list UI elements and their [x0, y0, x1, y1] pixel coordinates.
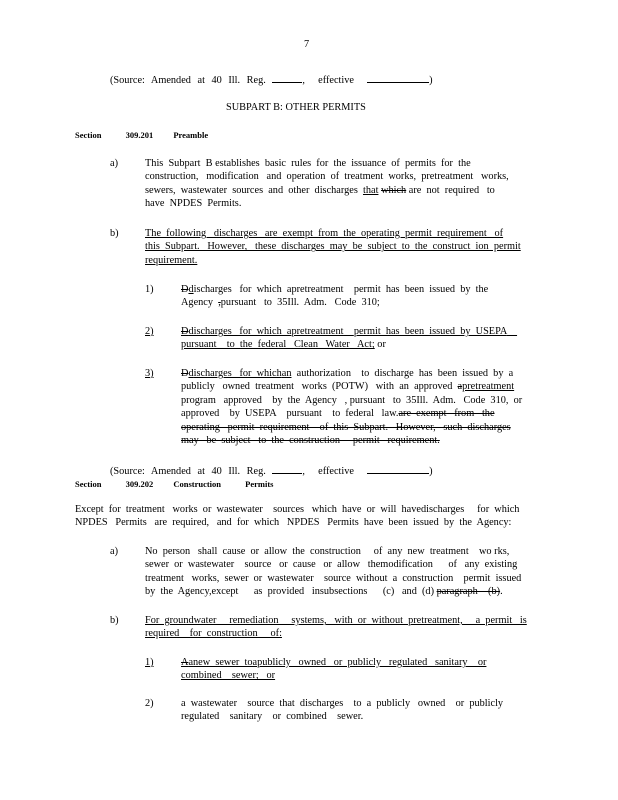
- para-b2-label: b): [110, 615, 119, 626]
- text-line: sewer or wastewater source or cause or allow themodification of any existing: [145, 559, 518, 571]
- section-label: Section: [75, 479, 102, 489]
- inserted-line: required for construction of:: [145, 628, 282, 640]
- deleted-line: may be subject to the construction permit requirement.: [181, 434, 440, 446]
- text-span: authorization to discharge has been issued by a: [296, 368, 514, 379]
- deleted-text: A: [181, 657, 189, 668]
- page-number: 7: [304, 39, 310, 50]
- text-span: publicly owned or publicly regulated sanitary or: [257, 657, 487, 668]
- item-b1-text: [181, 283, 521, 310]
- inserted-line: combined sewer; or: [181, 670, 276, 682]
- blank-field: [272, 464, 302, 474]
- source-close: ): [429, 466, 433, 477]
- section-202-intro: [75, 503, 545, 530]
- item-b1-label: 1): [145, 284, 154, 295]
- inserted-line: requirement.: [145, 254, 198, 266]
- para-a2-text: [145, 545, 545, 599]
- section-309-201-number: [75, 130, 208, 141]
- item-b2-label: 2): [145, 326, 154, 337]
- item-b2-1-text: [181, 656, 531, 683]
- text-line: a wastewater source that discharges to a publicly owned or publicly: [181, 698, 504, 709]
- text-span: permit has been issued by the: [353, 284, 489, 295]
- text-span: a: [252, 657, 258, 668]
- inserted-line: [181, 325, 541, 338]
- source-effective: effective: [318, 75, 354, 86]
- text-line: [145, 585, 545, 598]
- blank-field: [367, 464, 429, 474]
- deleted-text: ,: [218, 297, 221, 309]
- para-b2-text: [145, 614, 545, 641]
- section-title: Construction: [173, 479, 222, 489]
- text-span: discharges for which a: [188, 326, 292, 337]
- para-b-text: [145, 227, 545, 267]
- inserted-line: The following discharges are exempt from the operating permit requirement of: [145, 228, 504, 239]
- text-line: regulated sanitary or combined sewer.: [181, 711, 364, 723]
- inserted-text: a: [188, 657, 194, 668]
- source-sep: ,: [302, 466, 305, 477]
- para-a-text: [145, 157, 535, 211]
- text-line: treatment works, sewer or wastewater source without a construction permit issued: [145, 572, 522, 584]
- source-note-text: (Source: Amended at 40 Ill. Reg.: [110, 466, 266, 477]
- text-span: ischarges for which a: [193, 284, 292, 295]
- deleted-text: are exempt from the: [398, 408, 495, 420]
- para-b-label: b): [110, 228, 119, 239]
- inserted-text: pretreatment: [462, 381, 515, 393]
- para-a2-label: a): [110, 546, 118, 557]
- text-span: are not required to: [408, 184, 495, 196]
- item-b2-2-text: [181, 697, 531, 724]
- text-line: [181, 367, 531, 380]
- deleted-text: paragraph (b): [436, 586, 501, 598]
- text-line: [181, 338, 541, 351]
- item-b2-2-label: 2): [145, 698, 154, 709]
- inserted-text: an: [281, 368, 292, 379]
- text-span: permit has been issued by USEPA: [353, 326, 507, 337]
- inserted-line: this Subpart. However, these discharges may be subject to the construct ion permit: [145, 241, 521, 253]
- section-id: 309.202: [125, 479, 154, 489]
- text-line: [181, 380, 531, 393]
- item-b2-text: [181, 325, 541, 352]
- inserted-line: [181, 656, 531, 669]
- source-effective: effective: [318, 466, 354, 477]
- source-close: ): [429, 75, 433, 86]
- text-line: This Subpart B establishes basic rules for the issuance of permits for the: [145, 158, 471, 169]
- text-line: No person shall cause or allow the construction of any new treatment wo rks,: [145, 546, 510, 557]
- item-b3-label: 3): [145, 368, 154, 379]
- text-line: have NPDES Permits.: [145, 198, 242, 210]
- deleted-text: which: [381, 184, 407, 196]
- text-span: new sewer to: [193, 657, 253, 668]
- text-span: Agency: [181, 297, 214, 309]
- section-id: 309.201: [125, 130, 154, 140]
- item-b2-1-label: 1): [145, 657, 154, 668]
- text-span: or: [377, 339, 386, 351]
- text-line: NPDES Permits are required, and for which NPDES Permits have been issued by the Agency:: [75, 517, 512, 529]
- section-label: Section: [75, 130, 102, 140]
- text-line: [181, 283, 521, 296]
- section-title: Preamble: [173, 130, 209, 140]
- source-note-1: [110, 73, 433, 87]
- deleted-text: a: [457, 381, 463, 393]
- inserted-text: pursuant to the federal Clean Water Act;: [181, 339, 375, 351]
- deleted-text: D: [181, 284, 189, 295]
- inserted-text: that: [362, 184, 379, 196]
- para-a-label: a): [110, 158, 118, 169]
- blank-field: [272, 73, 302, 83]
- subpart-title: SUBPART B: OTHER PERMITS: [226, 102, 366, 113]
- blank-field: [367, 73, 429, 83]
- inserted-text: d: [188, 284, 194, 295]
- text-span: publicly owned treatment works (POTW) with an approved: [181, 381, 453, 393]
- inserted-text: ischarges for which: [193, 368, 282, 379]
- deleted-text: D: [181, 326, 189, 337]
- deleted-text: D: [181, 368, 189, 379]
- source-note-text: (Source: Amended at 40 Ill. Reg.: [110, 75, 266, 86]
- source-sep: ,: [302, 75, 305, 86]
- inserted-text: d: [188, 368, 194, 379]
- text-span: pretreatment: [291, 326, 344, 337]
- text-line: [145, 184, 535, 197]
- item-b3-text: [181, 367, 531, 447]
- section-title-2: Permits: [245, 479, 274, 489]
- text-line: construction, modification and operation of treatment works, pretreatment works,: [145, 171, 509, 183]
- section-309-202-number: [75, 479, 273, 490]
- source-note-2: [110, 464, 433, 478]
- deleted-line: operating permit requirement of this Subpart. However, such discharges: [181, 421, 511, 433]
- text-span: .: [500, 586, 503, 598]
- text-span: pursuant to 35Ill. Adm. Code 310;: [220, 297, 380, 309]
- text-line: program approved by the Agency , pursuant to 35Ill. Adm. Code 310, or: [181, 394, 523, 406]
- text-line: Except for treatment works or wastewater sources which have or will havedischarges for which: [75, 504, 520, 515]
- text-span: approved by USEPA pursuant to federal law.: [181, 408, 399, 420]
- inserted-line: For groundwater remediation systems, with or without pretreatment, a permit is: [145, 615, 527, 626]
- text-line: [181, 407, 531, 420]
- text-span: sewers, wastewater sources and other discharges: [145, 184, 358, 196]
- text-line: [181, 296, 521, 309]
- text-span: by the Agency,except as provided insubsections (c) and (d): [145, 586, 435, 598]
- text-span: pretreatment: [291, 284, 344, 295]
